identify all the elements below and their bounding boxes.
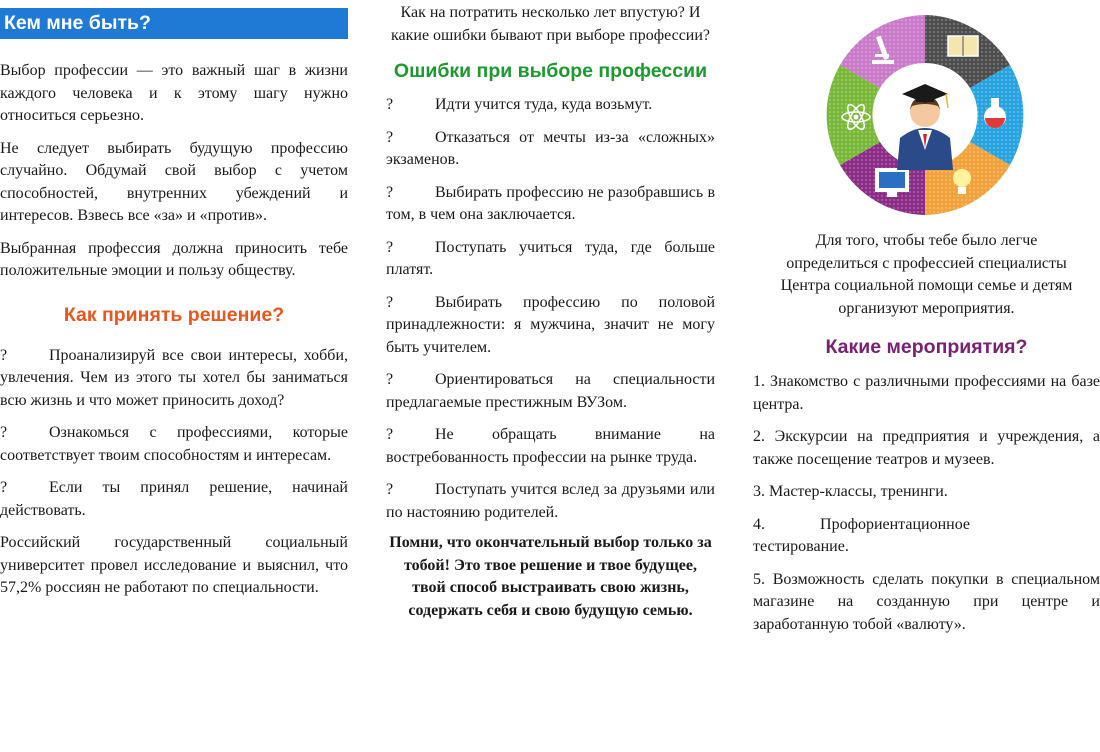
bullet-marker: ?: [386, 426, 394, 443]
bullet-marker: ?: [386, 371, 394, 388]
bullet-marker: ?: [0, 346, 8, 364]
mistake-item: [386, 369, 715, 414]
bullet-marker: ?: [0, 424, 8, 441]
event-item: 5. Возможность сделать покупки в специальном магазине на созданную при центре и заработанную тобой «валюту».: [753, 570, 1100, 633]
mistake-item: [386, 94, 715, 117]
mistake-text: Идти учится туда, куда возьмут.: [435, 96, 653, 113]
bullet-marker: ?: [386, 128, 394, 146]
decision-bullet: [0, 422, 348, 467]
mistake-text: Выбирать профессию не разобравшись в том, в чем она заключается.: [386, 183, 715, 223]
bullet-marker: ?: [386, 293, 394, 311]
mistake-item: [386, 424, 715, 469]
closing-note: Помни, что окончательный выбор только за тобой! Это твое решение и твое будущее, твой способ выстраивать свою жизнь, содержать себя и свою будущую семью.: [389, 534, 712, 619]
mistake-item: [386, 292, 715, 360]
mistakes-intro: Как на потратить несколько лет впустую? И какие ошибки бывают при выборе профессии?: [390, 4, 711, 44]
mistake-text: Поступать учиться туда, где больше платят.: [386, 238, 715, 278]
bullet-marker: ?: [386, 183, 394, 201]
decision-bullet: [0, 477, 348, 522]
bullet-marker: ?: [386, 96, 394, 113]
event-item: 2. Экскурсии на предприятия и учреждения, а также посещение театров и музеев.: [753, 428, 1100, 468]
mistake-item: [386, 237, 715, 282]
intro-paragraph-1: Выбор профессии — это важный шаг в жизни каждого человека и к этому шагу нужно относиться серьезно.: [0, 62, 348, 124]
lightbulb-icon: [953, 169, 971, 187]
event-item: 3. Мастер-классы, тренинги.: [753, 483, 948, 500]
research-paragraph: Российский государственный социальный университет провел исследование и выяснил, что 57,2% россиян не работают по специальности.: [0, 534, 348, 596]
intro-paragraph-3: Выбранная профессия должна приносить тебе положительные эмоции и пользу обществу.: [0, 239, 348, 279]
profession-wheel-illustration: [820, 10, 1030, 220]
bullet-text: Ознакомься с профессиями, которые соответствует твоим способностям и интересам.: [0, 424, 348, 464]
intro-paragraph-2: Не следует выбирать будущую профессию случайно. Обдумай свой выбор с учетом способностей, внутренних убеждений и интересов. Взвесь все «за» и «против».: [0, 139, 348, 224]
bullet-text: Проанализируй все свои интересы, хобби, увлечения. Чем из этого ты хотел бы заниматься всю жизнь и что может приносить доход?: [0, 346, 348, 409]
bullet-marker: ?: [386, 238, 394, 256]
event-item: 4. Профориентационное тестирование.: [753, 515, 970, 555]
event-item: 1. Знакомство с различными профессиями на базе центра.: [753, 373, 1100, 413]
mistake-text: Выбирать профессию по половой принадлежности: я мужчина, значит не могу быть учителем.: [386, 293, 715, 356]
bullet-marker: ?: [386, 481, 394, 498]
decision-heading: Как принять решение?: [63, 303, 285, 326]
left-column: [0, 0, 348, 600]
banner-title: Кем мне быть?: [0, 8, 348, 39]
right-column: [753, 230, 1100, 636]
bullet-marker: ?: [0, 479, 8, 496]
mistake-text: Ориентироваться на специальности предлагаемые престижным ВУЗом.: [386, 371, 715, 411]
bullet-text: Если ты принял решение, начинай действовать.: [0, 479, 348, 519]
mistake-text: Поступать учится вслед за друзьями или по настоянию родителей.: [386, 481, 715, 521]
mistake-text: Отказаться от мечты из-за «сложных» экзаменов.: [386, 128, 715, 168]
mistake-item: [386, 182, 715, 227]
decision-bullet: [0, 345, 348, 413]
mistake-item: [386, 127, 715, 172]
center-intro: Для того, чтобы тебе было легче определиться с профессией специалисты Центра социальной помощи семье и детям организуют мероприятия.: [780, 232, 1073, 317]
mistake-item: [386, 479, 715, 524]
mistake-text: Не обращать внимание на востребованность профессии на рынке труда.: [386, 426, 715, 466]
graduate-figure: [897, 84, 953, 170]
mistakes-heading: Ошибки при выборе профессии: [393, 60, 708, 82]
events-heading: Какие мероприятия?: [825, 336, 1028, 358]
middle-column: [386, 0, 715, 622]
